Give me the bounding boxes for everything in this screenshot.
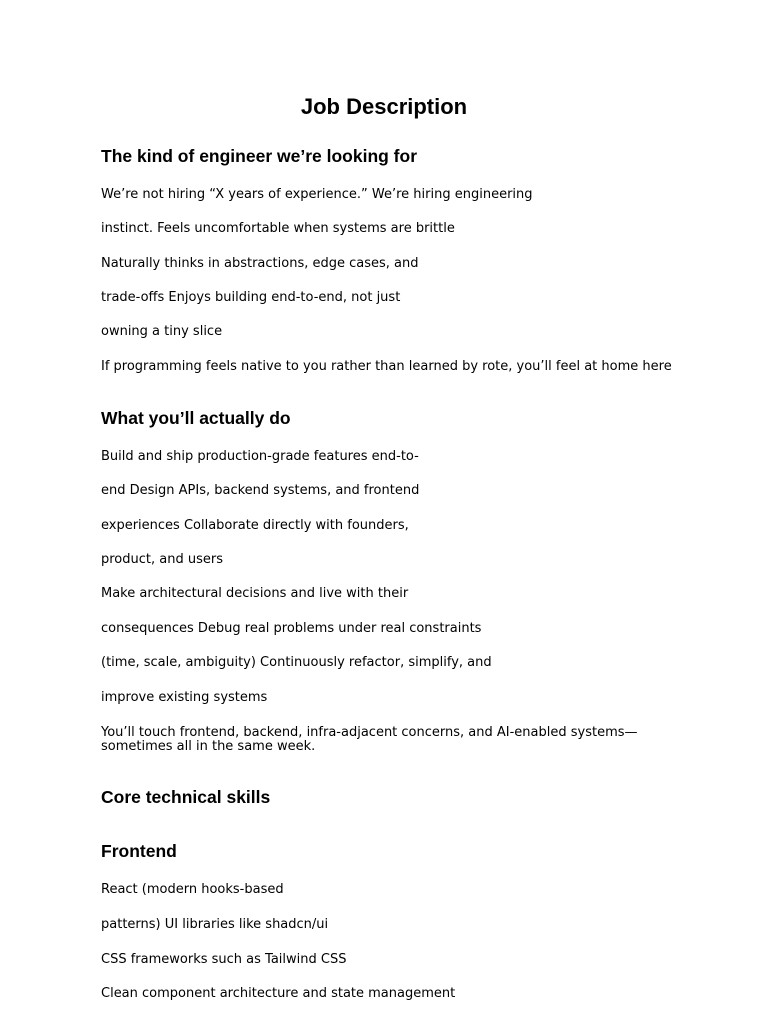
paragraph: end Design APIs, backend systems, and frontend [101, 483, 420, 498]
paragraph: product, and users [101, 552, 223, 567]
paragraph: Naturally thinks in abstractions, edge cases, and [101, 256, 419, 271]
paragraph: Build and ship production-grade features end-to- [101, 449, 419, 464]
paragraph: We’re not hiring “X years of experience.” We’re hiring engineering [101, 187, 533, 202]
paragraph: owning a tiny slice [101, 324, 223, 339]
paragraph: Make architectural decisions and live with their [101, 586, 409, 601]
section-heading-core-skills: Core technical skills [101, 787, 271, 807]
paragraph: React (modern hooks-based [101, 882, 284, 897]
section-heading-frontend: Frontend [101, 841, 177, 861]
page-title: Job Description [300, 94, 468, 119]
paragraph: Clean component architecture and state management [101, 986, 456, 1001]
paragraph: instinct. Feels uncomfortable when systems are brittle [101, 221, 455, 236]
section-heading-engineer: The kind of engineer we’re looking for [101, 146, 418, 166]
paragraph: consequences Debug real problems under real constraints [101, 621, 482, 636]
paragraph: (time, scale, ambiguity) Continuously refactor, simplify, and [101, 655, 492, 670]
paragraph: trade-offs Enjoys building end-to-end, not just [101, 290, 401, 305]
paragraph: You’ll touch frontend, backend, infra-adjacent concerns, and AI-enabled systems—sometimes all in the same week. [101, 725, 638, 754]
paragraph: If programming feels native to you rather than learned by rote, you’ll feel at home here [101, 359, 672, 374]
paragraph: experiences Collaborate directly with founders, [101, 518, 409, 533]
paragraph: improve existing systems [101, 690, 268, 705]
paragraph: patterns) UI libraries like shadcn/ui [101, 917, 329, 932]
section-heading-what-you-do: What you’ll actually do [101, 408, 291, 428]
paragraph: CSS frameworks such as Tailwind CSS [101, 952, 347, 967]
